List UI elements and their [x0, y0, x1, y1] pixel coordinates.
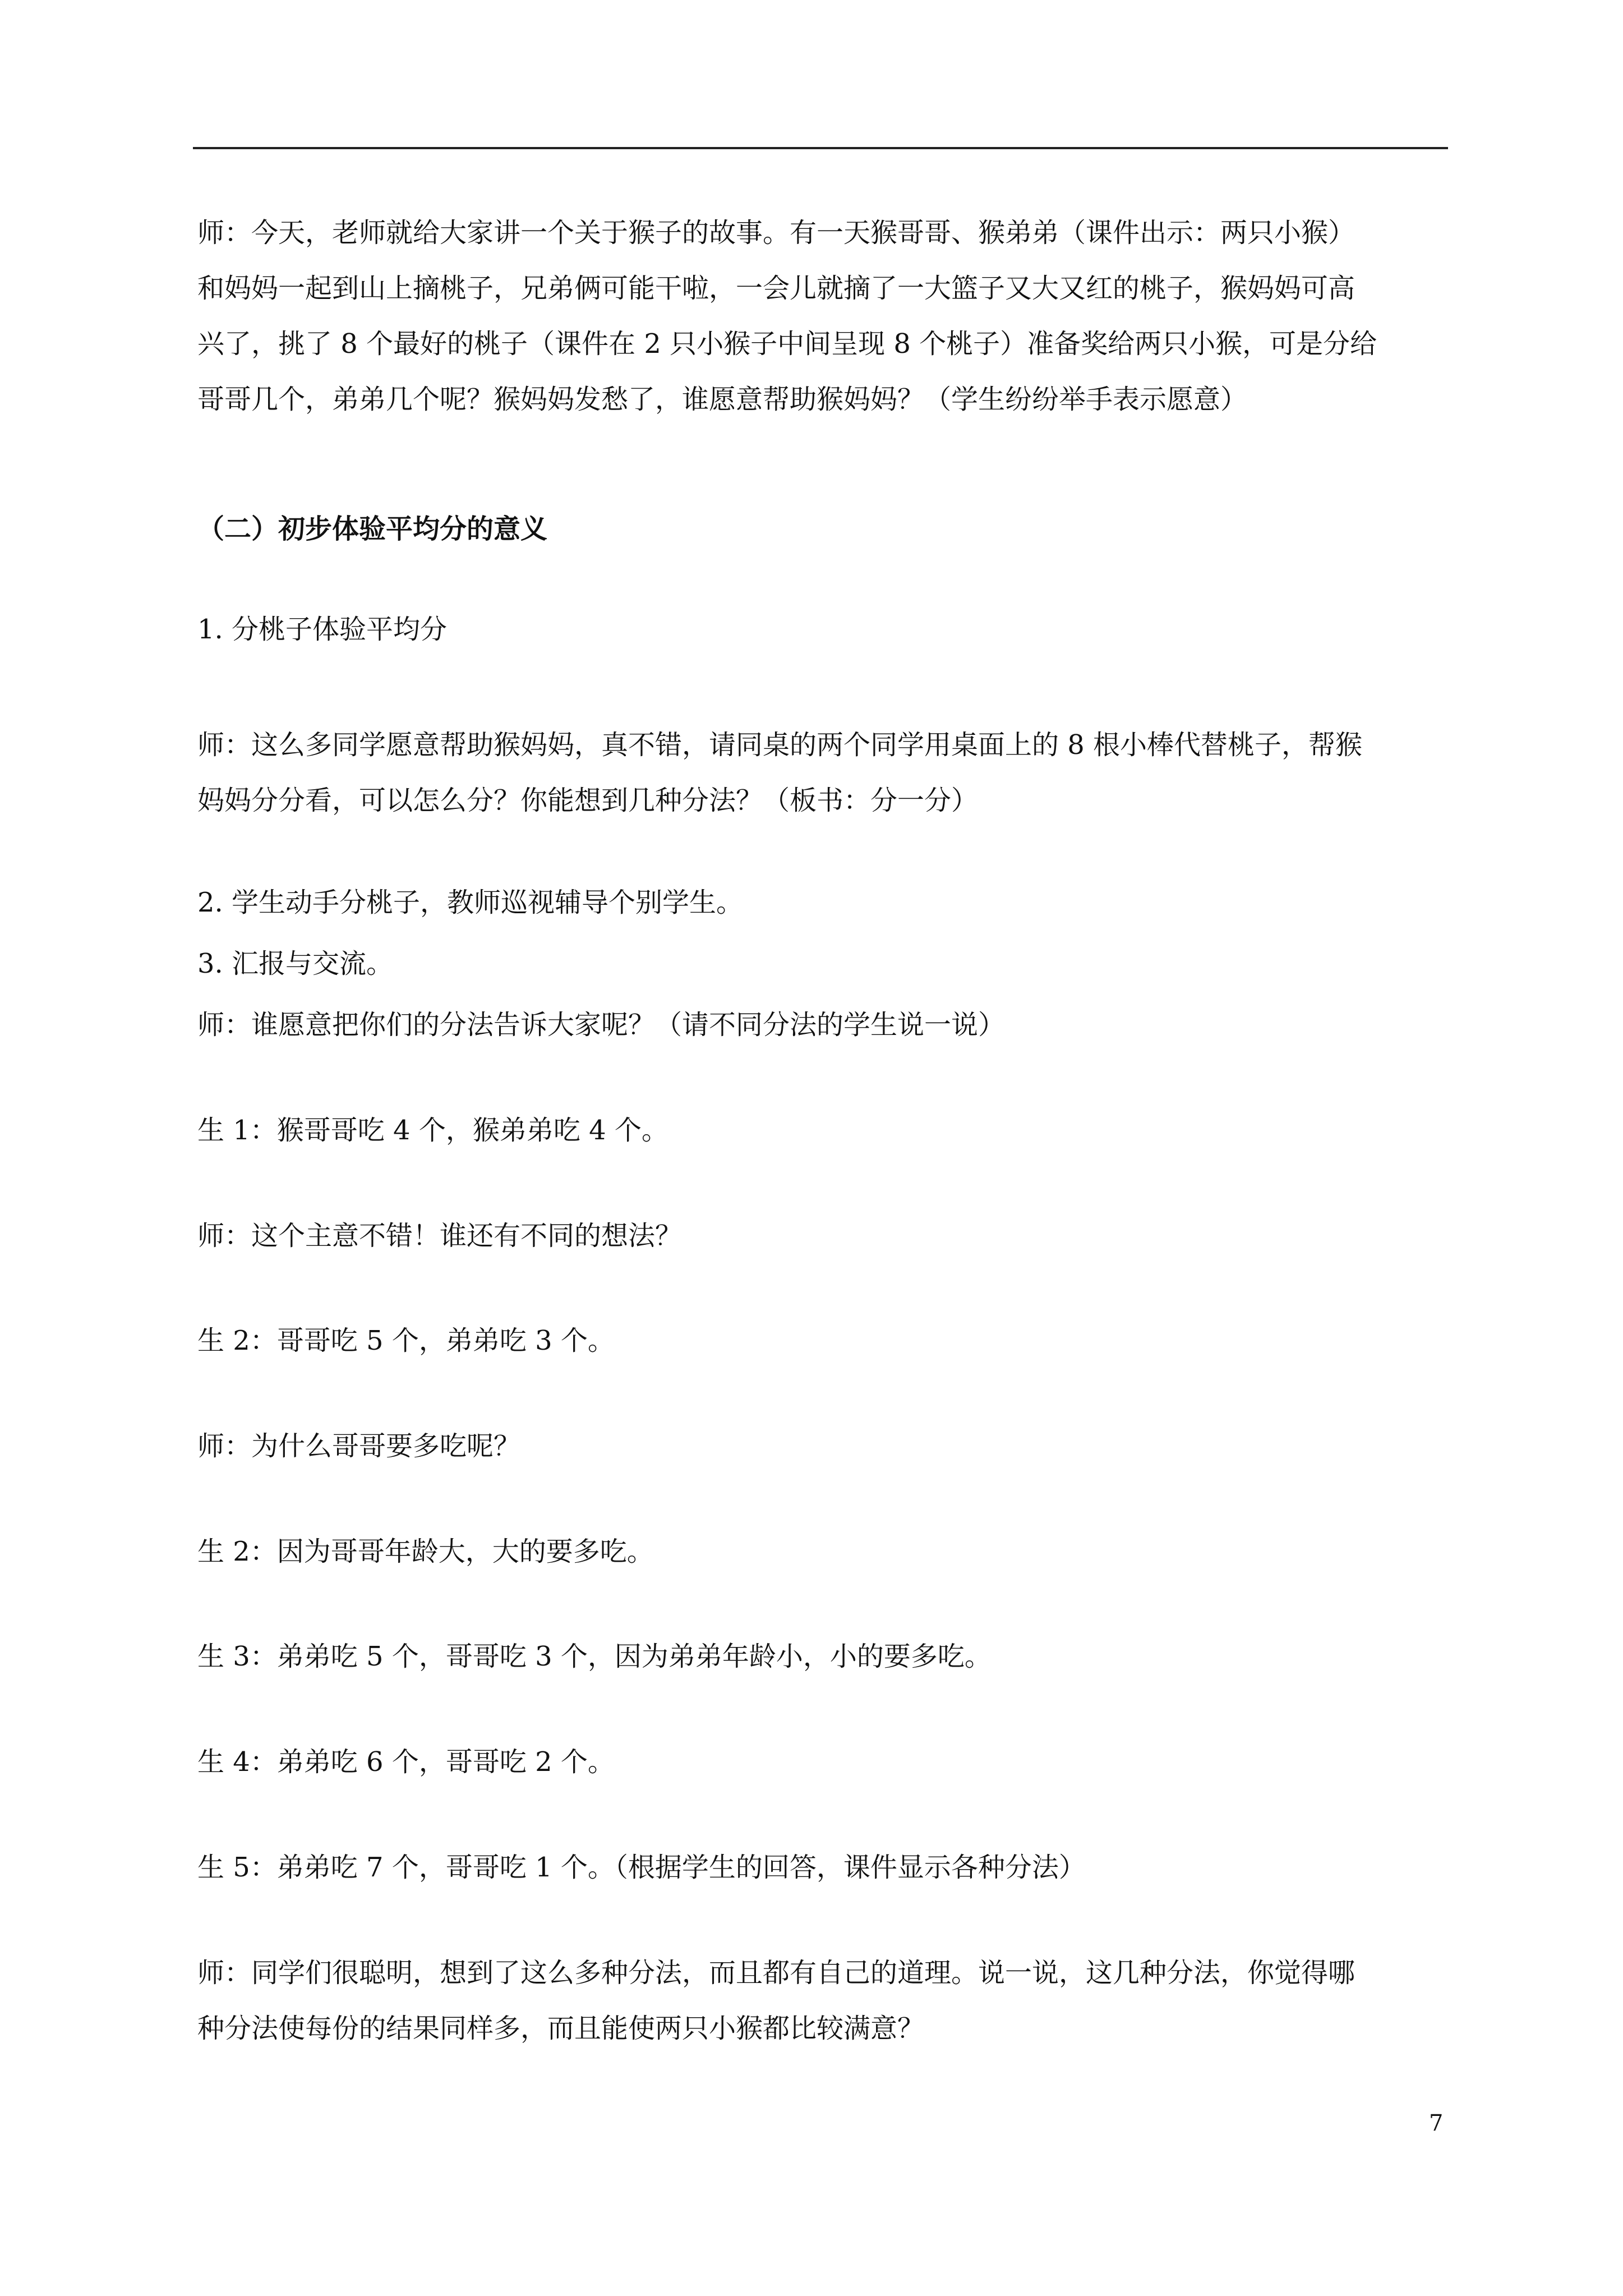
text-line: 和妈妈一起到山上摘桃子，兄弟俩可能干啦，一会儿就摘了一大篮子又大又红的桃子，猴妈妈可高 — [197, 273, 1355, 304]
text-line: 师：今天，老师就给大家讲一个关于猴子的故事。有一天猴哥哥、猴弟弟（课件出示：两只小猴） — [197, 217, 1355, 249]
text-line: 种分法使每份的结果同样多，而且能使两只小猴都比较满意？ — [197, 2013, 925, 2044]
teacher-prompt-paragraph — [197, 717, 1454, 829]
teacher-response-1: 师：这个主意不错！谁还有不同的想法？ — [197, 1220, 683, 1251]
text-line: 师：这么多同学愿意帮助猴妈妈，真不错，请同桌的两个同学用桌面上的 8 根小棒代替桃子，帮猴 — [197, 729, 1363, 761]
step-1: 1. 分桃子体验平均分 — [197, 614, 448, 645]
page-number: 7 — [1429, 2110, 1444, 2136]
section-heading: （二）初步体验平均分的意义 — [197, 513, 548, 545]
student-3-answer: 生 3：弟弟吃 5 个，哥哥吃 3 个，因为弟弟年龄小，小的要多吃。 — [197, 1641, 992, 1672]
text-line: 师：同学们很聪明，想到了这么多种分法，而且都有自己的道理。说一说，这几种分法，你觉得哪 — [197, 1957, 1355, 1989]
conclusion-paragraph — [197, 1945, 1454, 2056]
student-2-answer: 生 2：哥哥吃 5 个，弟弟吃 3 个。 — [197, 1325, 615, 1356]
student-1-answer: 生 1：猴哥哥吃 4 个，猴弟弟吃 4 个。 — [197, 1115, 668, 1146]
text-line: 妈妈分分看，可以怎么分？你能想到几种分法？（板书：分一分） — [197, 785, 979, 816]
student-5-answer: 生 5：弟弟吃 7 个，哥哥吃 1 个。（根据学生的回答，课件显示各种分法） — [197, 1852, 1086, 1883]
step-2: 2. 学生动手分桃子，教师巡视辅导个别学生。 — [197, 887, 744, 918]
teacher-question-2: 师：为什么哥哥要多吃呢？ — [197, 1430, 521, 1462]
step-3: 3. 汇报与交流。 — [197, 948, 394, 979]
student-2-reason: 生 2：因为哥哥年龄大，大的要多吃。 — [197, 1536, 654, 1567]
text-line: 兴了，挑了 8 个最好的桃子（课件在 2 只小猴子中间呈现 8 个桃子）准备奖给两只小猴，可是分给 — [197, 328, 1377, 360]
student-4-answer: 生 4：弟弟吃 6 个，哥哥吃 2 个。 — [197, 1746, 615, 1778]
teacher-ask: 师：谁愿意把你们的分法告诉大家呢？（请不同分法的学生说一说） — [197, 1009, 1006, 1041]
text-line: 哥哥几个，弟弟几个呢？猴妈妈发愁了，谁愿意帮助猴妈妈？（学生纷纷举手表示愿意） — [197, 384, 1248, 415]
intro-paragraph — [197, 205, 1454, 427]
header-rule — [193, 147, 1448, 149]
